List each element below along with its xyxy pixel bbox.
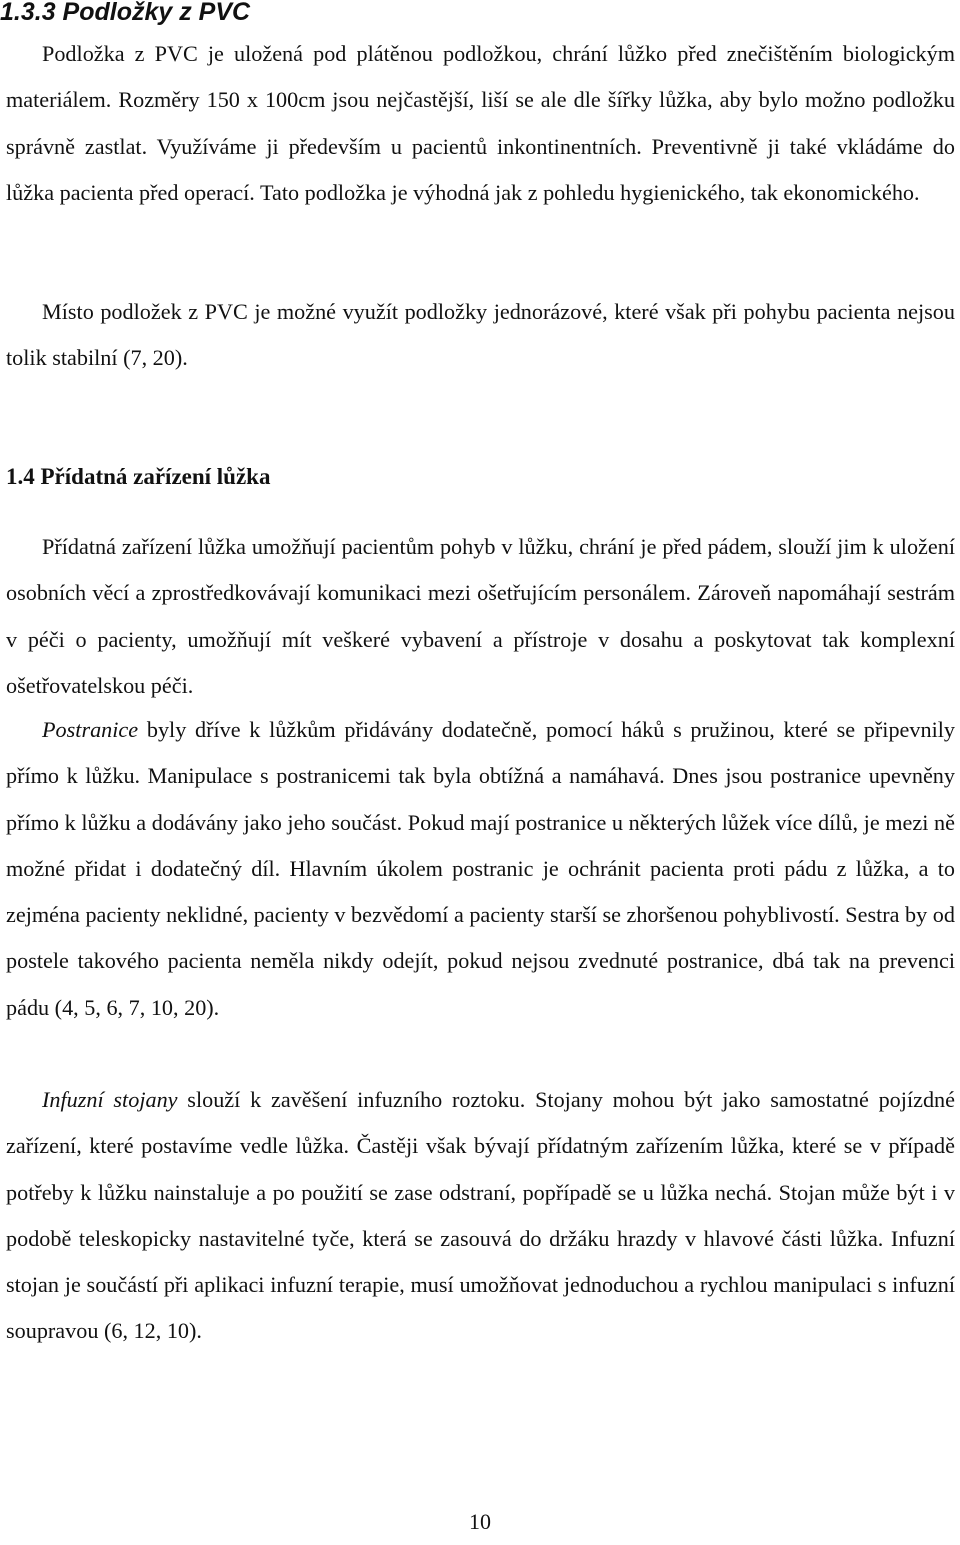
paragraph-postranice <box>6 707 955 1031</box>
paragraph-infuzni-stojany <box>6 1077 955 1355</box>
section-heading-pridatna-zarizeni: 1.4 Přídatná zařízení lůžka <box>6 464 271 489</box>
term-postranice: Postranice <box>42 717 139 742</box>
term-infuzni-stojany: Infuzní stojany <box>42 1087 178 1112</box>
paragraph-podlozka-description: Podložka z PVC je uložená pod plátěnou podložkou, chrání lůžko před znečištěním biologickým materiálem. Rozměry 150 x 100cm jsou nejčastější, liší se ale dle šířky lůžka, aby bylo možno podložku správně zastlat. Využíváme ji především u pacientů inkontinentních. Preventivně ji také vkládáme do lůžka pacienta před operací. Tato podložka je výhodná jak z pohledu hygienického, tak ekonomického. <box>6 41 955 205</box>
paragraph-infuzni-stojany-body: slouží k zavěšení infuzního roztoku. Stojany mohou být jako samostatné pojízdné zařízení, které postavíme vedle lůžka. Častěji však bývají přídatným zařízením lůžka, které se v případě potřeby k lůžku nainstaluje a po použití se zase odstraní, popřípadě se u lůžka nechá. Stojan může být i v podobě teleskopicky nastavitelné tyče, která se zasouvá do držáku hrazdy v hlavové části lůžka. Infuzní stojan je součástí při aplikaci infuzní terapie, musí umožňovat jednoduchou a rychlou manipulaci s infuzní soupravou (6, 12, 10). <box>6 1087 955 1344</box>
paragraph-jednorazove-podlozky: Místo podložek z PVC je možné využít podložky jednorázové, které však při pohybu pacienta nejsou tolik stabilní (7, 20). <box>6 299 955 371</box>
section-heading-podlozky-z-pvc: 1.3.3 Podložky z PVC <box>0 0 251 26</box>
paragraph-pridatna-zarizeni-intro: Přídatná zařízení lůžka umožňují pacientům pohyb v lůžku, chrání je před pádem, slouží jim k uložení osobních věcí a zprostředkovávají komunikaci mezi ošetřujícím personálem. Zároveň napomáhají sestrám v péči o pacienty, umožňují mít veškeré vybavení a přístroje v dosahu a poskytovat tak komplexní ošetřovatelskou péči. <box>6 534 955 698</box>
paragraph-postranice-body: byly dříve k lůžkům přidávány dodatečně, pomocí háků s pružinou, které se připevnily přímo k lůžku. Manipulace s postranicemi tak byla obtížná a namáhavá. Dnes jsou postranice upevněny přímo k lůžku a dodávány jako jeho součást. Pokud mají postranice u některých lůžek více dílů, je mezi ně možné přidat i dodatečný díl. Hlavním úkolem postranic je ochránit pacienta proti pádu z lůžka, a to zejména pacienty neklidné, pacienty v bezvědomí a pacienty starší se zhoršenou pohyblivostí. Sestra by od postele takového pacienta neměla nikdy odejít, pokud nejsou zvednuté postranice, dbá tak na prevenci pádu (4, 5, 6, 7, 10, 20). <box>6 717 955 1020</box>
page-number: 10 <box>469 1509 491 1534</box>
